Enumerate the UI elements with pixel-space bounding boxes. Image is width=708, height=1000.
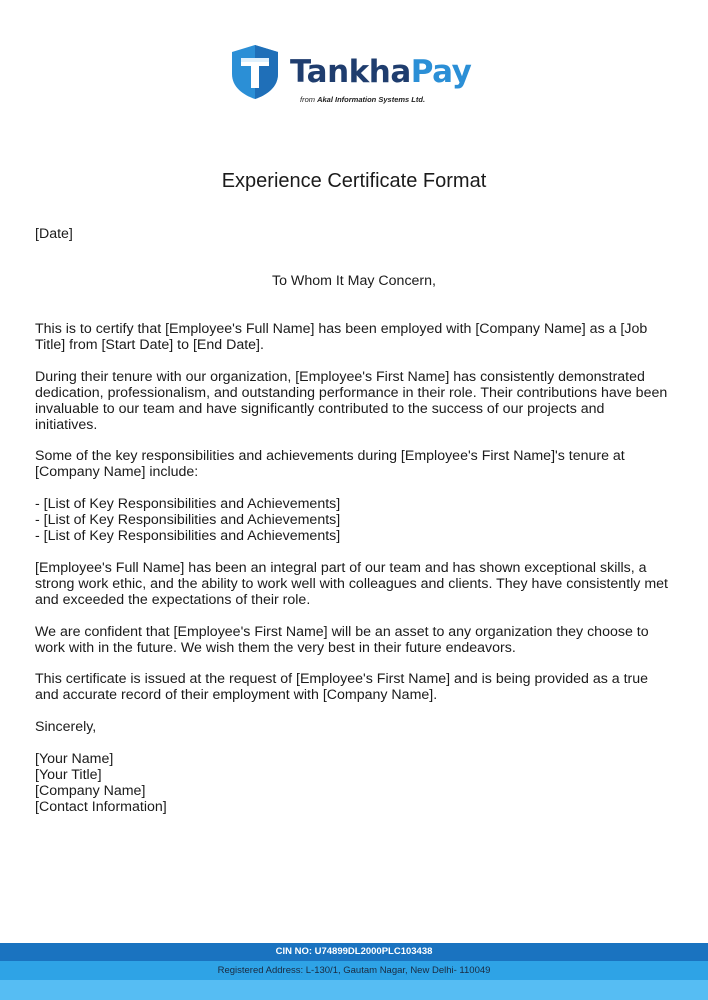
- footer-address: Registered Address: L-130/1, Gautam Nagar, New Delhi- 110049: [0, 961, 708, 980]
- paragraph-line: This certificate is issued at the request of [Employee's First Name] and is being provided as a true: [35, 671, 649, 687]
- logo-tagline-company: Akal Information Systems Ltd.: [317, 95, 426, 104]
- paragraph-line: Title] from [Start Date] to [End Date].: [35, 337, 264, 353]
- signature-title: [Your Title]: [35, 767, 102, 783]
- paragraph-responsibilities-intro: [35, 448, 680, 480]
- shield-t-icon: [230, 44, 280, 100]
- paragraph-confidence: [35, 624, 680, 656]
- signature-name: [Your Name]: [35, 751, 114, 767]
- paragraph-line: dedication, professionalism, and outstanding performance in their role. Their contributions have been: [35, 385, 668, 401]
- footer-bar: [0, 980, 708, 1000]
- paragraph-employment: [35, 321, 680, 353]
- closing: Sincerely,: [35, 719, 97, 735]
- document-title: Experience Certificate Format: [221, 170, 487, 192]
- paragraph-line: [Company Name] include:: [35, 464, 199, 480]
- paragraph-line: We are confident that [Employee's First Name] will be an asset to any organization they choose to: [35, 624, 649, 640]
- paragraph-line: and accurate record of their employment with [Company Name].: [35, 687, 438, 703]
- paragraph-line: This is to certify that [Employee's Full Name] has been employed with [Company Name] as a [Job: [35, 321, 648, 337]
- salutation: To Whom It May Concern,: [272, 273, 436, 289]
- list-item: - [List of Key Responsibilities and Achievements]: [35, 496, 341, 512]
- signature-contact: [Contact Information]: [35, 799, 167, 815]
- list-item: - [List of Key Responsibilities and Achievements]: [35, 528, 341, 544]
- responsibilities-list: [35, 496, 680, 544]
- logo-word-tankha: Tankha: [290, 54, 411, 90]
- tankhapay-logo: [230, 44, 490, 114]
- footer-cin: CIN NO: U74899DL2000PLC103438: [0, 943, 708, 961]
- paragraph-line: Some of the key responsibilities and achievements during [Employee's First Name]'s tenure at: [35, 448, 625, 464]
- paragraph-line: [Employee's Full Name] has been an integral part of our team and has shown exceptional skills, a: [35, 560, 647, 576]
- date-placeholder: [Date]: [35, 226, 73, 242]
- logo-wordmark: [290, 54, 471, 90]
- paragraph-performance: [35, 369, 680, 433]
- paragraph-line: invaluable to our team and have significantly contributed to the success of our projects and: [35, 401, 605, 417]
- paragraph-integral-part: [35, 560, 680, 608]
- signature-block: [35, 751, 680, 815]
- paragraph-line: strong work ethic, and the ability to work well with colleagues and clients. They have consistently met: [35, 576, 668, 592]
- paragraph-line: and exceeded the expectations of their role.: [35, 592, 311, 608]
- signature-company: [Company Name]: [35, 783, 146, 799]
- paragraph-issuance: [35, 671, 680, 703]
- paragraph-line: During their tenure with our organization, [Employee's First Name] has consistently demonstrated: [35, 369, 645, 385]
- logo-word-pay: Pay: [410, 54, 472, 90]
- logo-tagline-prefix: from: [300, 95, 315, 104]
- paragraph-line: initiatives.: [35, 417, 98, 433]
- paragraph-line: work with in the future. We wish them the very best in their future endeavors.: [35, 640, 516, 656]
- logo-tagline: [300, 95, 425, 104]
- list-item: - [List of Key Responsibilities and Achievements]: [35, 512, 341, 528]
